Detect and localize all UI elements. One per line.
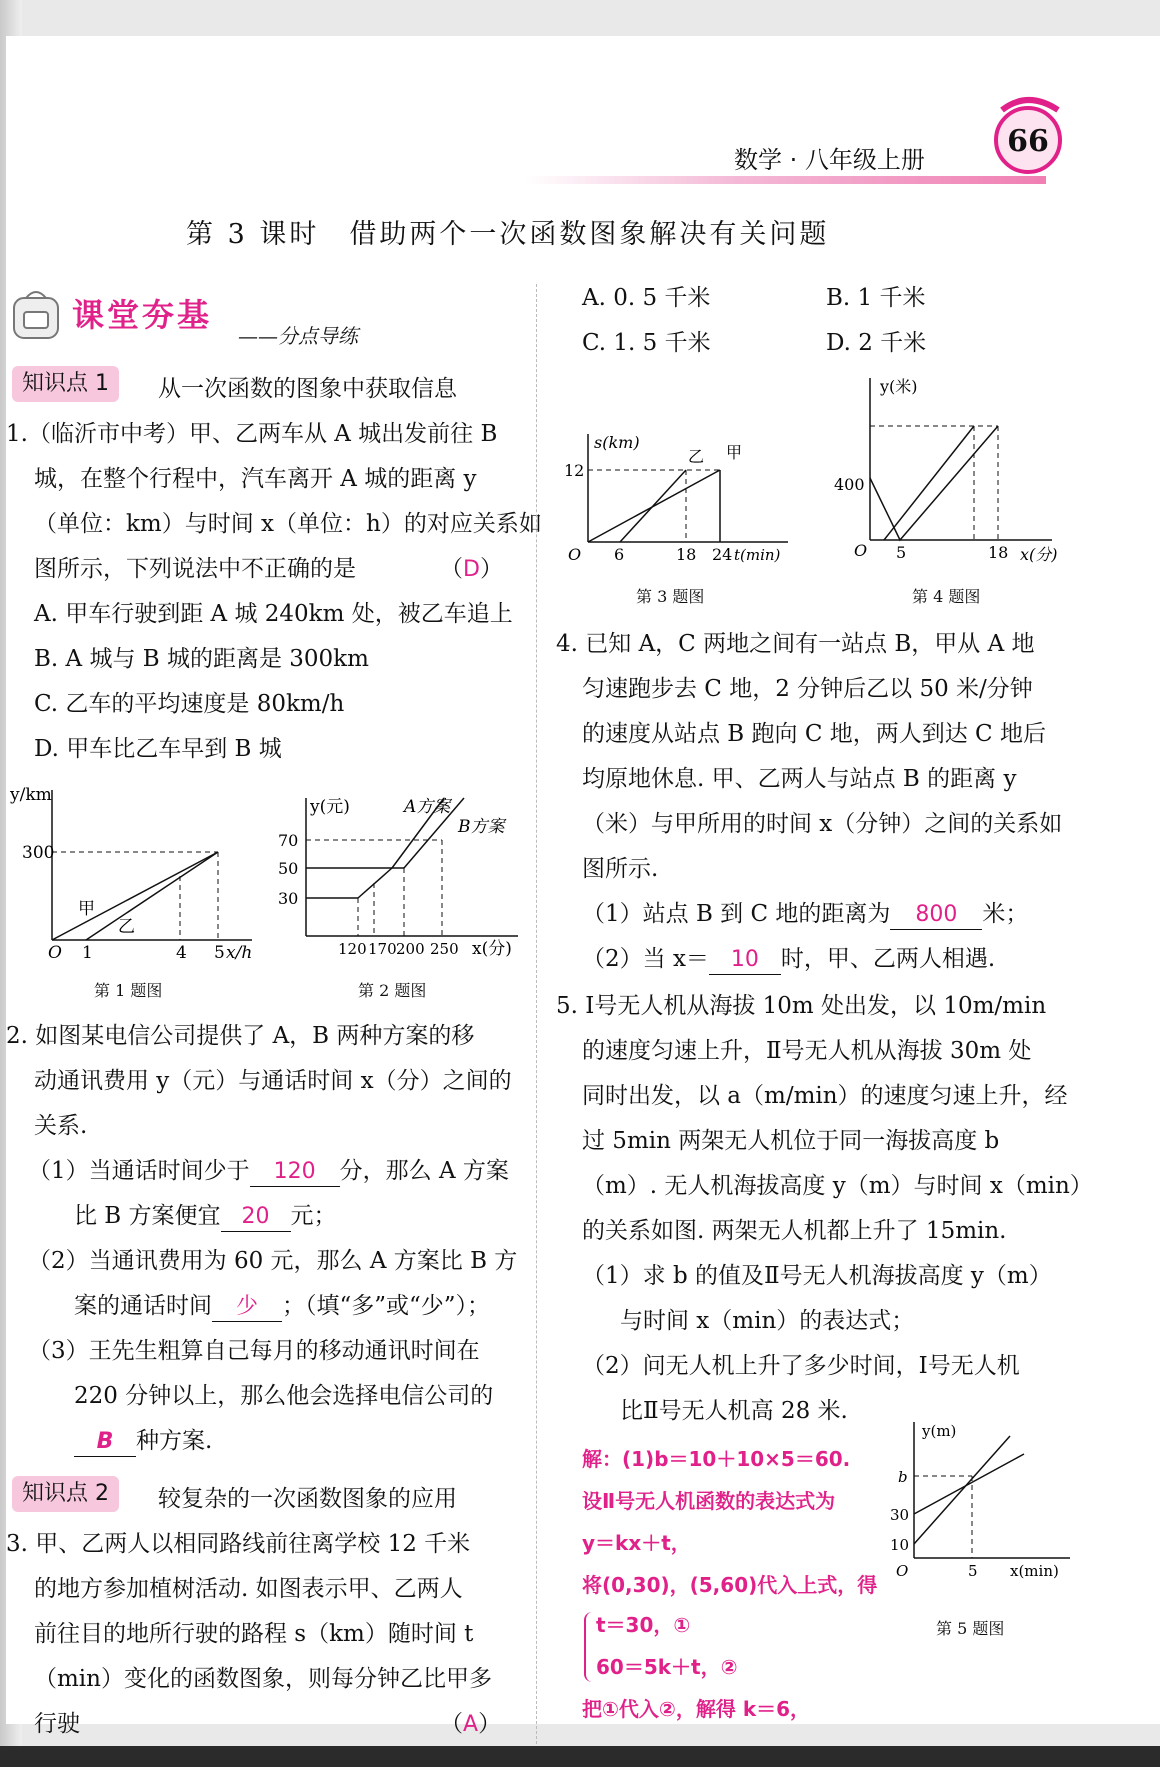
q5-line: 过 5min 两架无人机位于同一海拔高度 b [582, 1128, 1000, 1154]
tick-label: 1 [82, 943, 93, 963]
tick-label-b: b [898, 1468, 908, 1486]
q3-option: B. 1 千米 [826, 285, 926, 311]
tick-label: 50 [278, 859, 299, 878]
q5-solution-line: 把①代入②，解得 k＝6， [582, 1697, 811, 1721]
tick-label: 5 [214, 943, 225, 963]
figure-2 [266, 788, 528, 968]
q4-sub1: （1）站点 B 到 C 地的距离为 800 米； [582, 892, 1028, 937]
axis-label-x: t(min) [734, 546, 781, 564]
line-yi [86, 852, 218, 940]
tick-label: 5 [896, 543, 907, 562]
q3-line: （min）变化的函数图象，则每分钟乙比甲多 [34, 1666, 492, 1692]
origin-label: O [568, 545, 582, 564]
q4-line: 4. 已知 A，C 两地之间有一站点 B，甲从 A 地 [556, 631, 1035, 657]
q2-sub1-line2: 比 B 方案便宜 20 元； [74, 1194, 337, 1239]
q3-line: 的地方参加植树活动. 如图表示甲、乙两人 [34, 1576, 463, 1602]
q5-solution-line: 解：(1)b＝10＋10×5＝60. [582, 1447, 851, 1471]
line-jia [870, 426, 998, 540]
axis-label-x: x(分) [1020, 545, 1058, 564]
q5-solution-line: t＝30，① [596, 1613, 691, 1637]
tick-label: 4 [176, 943, 187, 963]
tick-label: 18 [676, 545, 697, 564]
q1-option: A. 甲车行驶到距 A 城 240km 处，被乙车追上 [34, 601, 513, 627]
axis-label-y: y/km [10, 785, 52, 805]
column-divider [536, 284, 537, 1744]
q1-answer: D [463, 557, 480, 582]
q1-option: C. 乙车的平均速度是 80km/h [34, 691, 345, 717]
q5-line: 5. Ⅰ号无人机从海拔 10m 处出发，以 10m/min [556, 993, 1047, 1019]
tick-label: 30 [890, 1506, 910, 1524]
q4-line: （米）与甲所用的时间 x（分钟）之间的关系如 [582, 811, 1063, 837]
q3-option: A. 0. 5 千米 [582, 285, 711, 311]
q5-line: 的关系如图. 两架无人机都上升了 15min. [582, 1218, 1007, 1244]
q4-answer-1: 800 [890, 901, 982, 930]
q1-line: 图所示，下列说法中不正确的是 [34, 556, 356, 582]
series-label-jia: 甲 [78, 899, 95, 919]
q5-solution-line: y＝kx＋t， [582, 1531, 691, 1555]
lesson-title: 第 3 课时 借助两个一次函数图象解决有关问题 [186, 219, 830, 250]
q2-line: 2. 如图某电信公司提供了 A，B 两种方案的移 [6, 1023, 475, 1049]
figure-1 [6, 780, 256, 963]
banner-title: 课堂夯基 [72, 296, 213, 334]
q1-option: B. A 城与 B 城的距离是 300km [34, 646, 369, 672]
axis-label-x: x(min) [1010, 1562, 1059, 1580]
knowledge-point-2-label: 知识点 2 [12, 1476, 119, 1512]
q5-solution-line: 将(0,30)，(5,60)代入上式，得 [582, 1573, 878, 1597]
q2-line: 关系. [34, 1113, 88, 1139]
series-label-a: A方案 [404, 797, 451, 817]
q1-line: 1.（临沂市中考）甲、乙两车从 A 城出发前往 B [6, 421, 498, 447]
origin-label: O [896, 1562, 909, 1580]
figure-5 [886, 1416, 1076, 1596]
q2-sub2-line1: （2）当通讯费用为 60 元，那么 A 方案比 B 方 [28, 1248, 518, 1274]
q1-line: 城，在整个行程中，汽车离开 A 城的距离 y [34, 466, 477, 492]
header-subject: 数学 · 八年级上册 [734, 146, 925, 174]
q2-sub3-line2: 220 分钟以上，那么他会选择电信公司的 [74, 1383, 494, 1409]
q3-option: D. 2 千米 [826, 330, 927, 356]
knowledge-point-1-title: 从一次函数的图象中获取信息 [158, 376, 457, 402]
q4-line: 图所示. [582, 856, 659, 882]
q2-sub2-line2: 案的通话时间 少 ；（填“多”或“少”）； [74, 1284, 490, 1329]
tick-label: 10 [890, 1536, 910, 1554]
axis-label-y: y(m) [922, 1422, 957, 1440]
tick-label: 24 [712, 545, 733, 564]
figure-3 [558, 428, 794, 576]
figure-2-caption: 第 2 题图 [358, 981, 427, 1000]
tick-label: 70 [278, 831, 299, 850]
q1-option: D. 甲车比乙车早到 B 城 [34, 736, 282, 762]
axis-label-y: s(km) [594, 433, 640, 452]
q5-line: 与时间 x（min）的表达式； [620, 1308, 915, 1334]
q2-answer-3: 少 [212, 1293, 282, 1322]
q1-answer-bracket: （D） [440, 556, 503, 582]
series-label-yi: 乙 [118, 917, 135, 937]
tick-label: 12 [564, 461, 585, 480]
q5-solution-line: 60＝5k＋t，② [596, 1655, 738, 1679]
figure-5-caption: 第 5 题图 [936, 1619, 1005, 1638]
q3-option: C. 1. 5 千米 [582, 330, 711, 356]
q3-line: 3. 甲、乙两人以相同路线前往离学校 12 千米 [6, 1531, 471, 1557]
q5-line: （1）求 b 的值及Ⅱ号无人机海拔高度 y（m） [582, 1263, 1052, 1289]
tick-label: 6 [614, 545, 625, 564]
q5-line: 比Ⅱ号无人机高 28 米. [620, 1398, 848, 1424]
tick-label: 400 [834, 475, 865, 494]
q2-answer-1: 120 [250, 1158, 340, 1187]
tick-label: 18 [988, 543, 1009, 562]
header-decoration-line [526, 176, 1046, 184]
knowledge-point-2-title: 较复杂的一次函数图象的应用 [158, 1486, 457, 1512]
q1-line: （单位：km）与时间 x（单位：h）的对应关系如 [34, 511, 542, 537]
q2-sub3-line3: B 种方案. [74, 1419, 212, 1464]
q5-solution-line: 设Ⅱ号无人机函数的表达式为 [582, 1489, 836, 1513]
bottom-bar [0, 1746, 1160, 1767]
q3-line: 行驶 [34, 1711, 80, 1737]
line-yi [884, 426, 974, 540]
line-yi [620, 470, 686, 542]
figure-4-caption: 第 4 题图 [912, 587, 981, 606]
line-2 [914, 1454, 1024, 1514]
tick-label: 300 [22, 843, 55, 863]
q3-line: 前往目的地所行驶的路程 s（km）随时间 t [34, 1621, 474, 1647]
tick-label: 120 [338, 940, 367, 958]
q3-answer: A [463, 1712, 479, 1737]
q3-answer-bracket: （A） [440, 1711, 502, 1737]
q5-line: （m）. 无人机海拔高度 y（m）与时间 x（min） [582, 1173, 1093, 1199]
axis-label-x: x(分) [472, 939, 512, 959]
tick-label: 5 [968, 1562, 978, 1580]
q4-line: 均原地休息. 甲、乙两人与站点 B 的距离 y [582, 766, 1017, 792]
q4-line: 的速度从站点 B 跑向 C 地，两人到达 C 地后 [582, 721, 1046, 747]
series-label-yi: 乙 [688, 447, 705, 466]
axis-label-y: y(米) [880, 377, 918, 396]
textbook-page [6, 36, 1160, 1737]
origin-label: O [48, 943, 62, 963]
q4-answer-2: 10 [709, 946, 781, 975]
figure-3-caption: 第 3 题图 [636, 587, 705, 606]
series-label-b: B方案 [458, 817, 505, 837]
q5-line: （2）问无人机上升了多少时间，Ⅰ号无人机 [582, 1353, 1020, 1379]
system-brace [584, 1612, 596, 1682]
tick-label: 170 [368, 940, 397, 958]
tick-label: 250 [430, 940, 459, 958]
q2-answer-4: B [74, 1428, 136, 1457]
q2-sub1-line1: （1）当通话时间少于 120 分，那么 A 方案 [28, 1149, 509, 1194]
axis-label-y: y(元) [310, 797, 350, 817]
page-badge [992, 96, 1064, 176]
knowledge-point-1-label: 知识点 1 [12, 366, 119, 402]
series-label-jia: 甲 [726, 443, 743, 462]
q5-line: 同时出发，以 a（m/min）的速度匀速上升，经 [582, 1083, 1068, 1109]
line-jia [52, 852, 218, 940]
q2-line: 动通讯费用 y（元）与通话时间 x（分）之间的 [34, 1068, 512, 1094]
page-number: 66 [1007, 124, 1049, 159]
q4-sub2: （2）当 x＝ 10 时，甲、乙两人相遇. [582, 937, 995, 982]
backpack-icon [6, 284, 66, 344]
banner-subtitle: ——分点导练 [238, 324, 358, 348]
axis-label-x: x/h [226, 943, 253, 963]
figure-1-caption: 第 1 题图 [94, 981, 163, 1000]
q2-answer-2: 20 [221, 1203, 291, 1232]
figure-4 [830, 372, 1066, 572]
tick-label: 30 [278, 889, 299, 908]
q5-line: 的速度匀速上升，Ⅱ号无人机从海拔 30m 处 [582, 1038, 1032, 1064]
origin-label: O [854, 541, 868, 560]
line-1 [914, 1436, 1010, 1544]
tick-label: 200 [396, 940, 425, 958]
q4-line: 匀速跑步去 C 地，2 分钟后乙以 50 米/分钟 [582, 676, 1033, 702]
q2-sub3-line1: （3）王先生粗算自己每月的移动通讯时间在 [28, 1338, 480, 1364]
